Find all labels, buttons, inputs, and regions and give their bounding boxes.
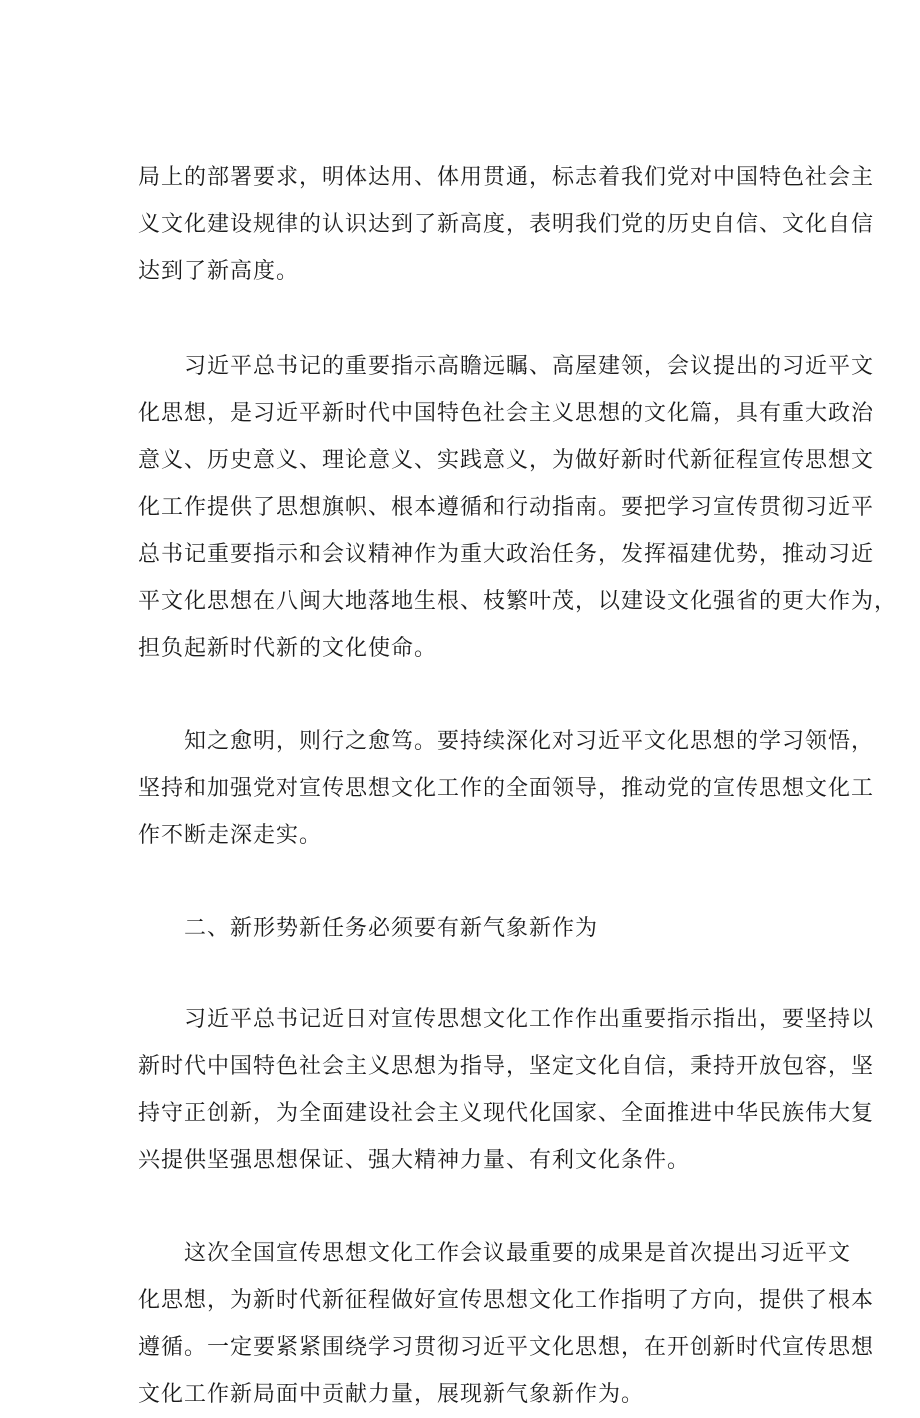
text-line: 平文化思想在八闽大地落地生根、枝繁叶茂，以建设文化强省的更大作为， bbox=[138, 589, 898, 614]
text-line: 遵循。一定要紧紧围绕学习贯彻习近平文化思想，在开创新时代宣传思想 bbox=[138, 1335, 875, 1360]
paragraph bbox=[138, 996, 875, 1184]
text-line: 局上的部署要求，明体达用、体用贯通，标志着我们党对中国特色社会主 bbox=[138, 165, 875, 190]
paragraph bbox=[138, 1230, 875, 1418]
text-line: 化思想，是习近平新时代中国特色社会主义思想的文化篇，具有重大政治 bbox=[138, 401, 875, 426]
text-line: 总书记重要指示和会议精神作为重大政治任务，发挥福建优势，推动习近 bbox=[138, 542, 875, 567]
text-line: 兴提供坚强思想保证、强大精神力量、有利文化条件。 bbox=[138, 1148, 691, 1173]
document-body bbox=[138, 108, 898, 1418]
text-line: 化思想，为新时代新征程做好宣传思想文化工作指明了方向，提供了根本 bbox=[138, 1288, 875, 1313]
text-line: 文化工作新局面中贡献力量，展现新气象新作为。 bbox=[138, 1382, 645, 1407]
paragraph bbox=[138, 718, 875, 859]
text-line: 化工作提供了思想旗帜、根本遵循和行动指南。要把学习宣传贯彻习近平 bbox=[138, 495, 875, 520]
paragraph bbox=[138, 343, 898, 672]
paragraph bbox=[138, 154, 875, 295]
text-line: 担负起新时代新的文化使命。 bbox=[138, 636, 438, 661]
text-line: 作不断走深走实。 bbox=[138, 823, 323, 848]
text-line: 知之愈明，则行之愈笃。要持续深化对习近平文化思想的学习领悟， bbox=[184, 729, 875, 754]
text-line: 这次全国宣传思想文化工作会议最重要的成果是首次提出习近平文 bbox=[184, 1241, 852, 1266]
text-line: 坚持和加强党对宣传思想文化工作的全面领导，推动党的宣传思想文化工 bbox=[138, 776, 875, 801]
text-line: 习近平总书记的重要指示高瞻远瞩、高屋建领，会议提出的习近平文 bbox=[184, 354, 875, 379]
text-line: 达到了新高度。 bbox=[138, 259, 300, 284]
text-line: 意义、历史意义、理论意义、实践意义，为做好新时代新征程宣传思想文 bbox=[138, 448, 875, 473]
text-line: 习近平总书记近日对宣传思想文化工作作出重要指示指出，要坚持以 bbox=[184, 1007, 875, 1032]
paragraph bbox=[138, 905, 806, 952]
text-line: 新时代中国特色社会主义思想为指导，坚定文化自信，秉持开放包容，坚 bbox=[138, 1054, 875, 1079]
text-line: 持守正创新，为全面建设社会主义现代化国家、全面推进中华民族伟大复 bbox=[138, 1101, 875, 1126]
text-line: 二、新形势新任务必须要有新气象新作为 bbox=[184, 916, 599, 941]
text-line: 义文化建设规律的认识达到了新高度，表明我们党的历史自信、文化自信 bbox=[138, 212, 875, 237]
